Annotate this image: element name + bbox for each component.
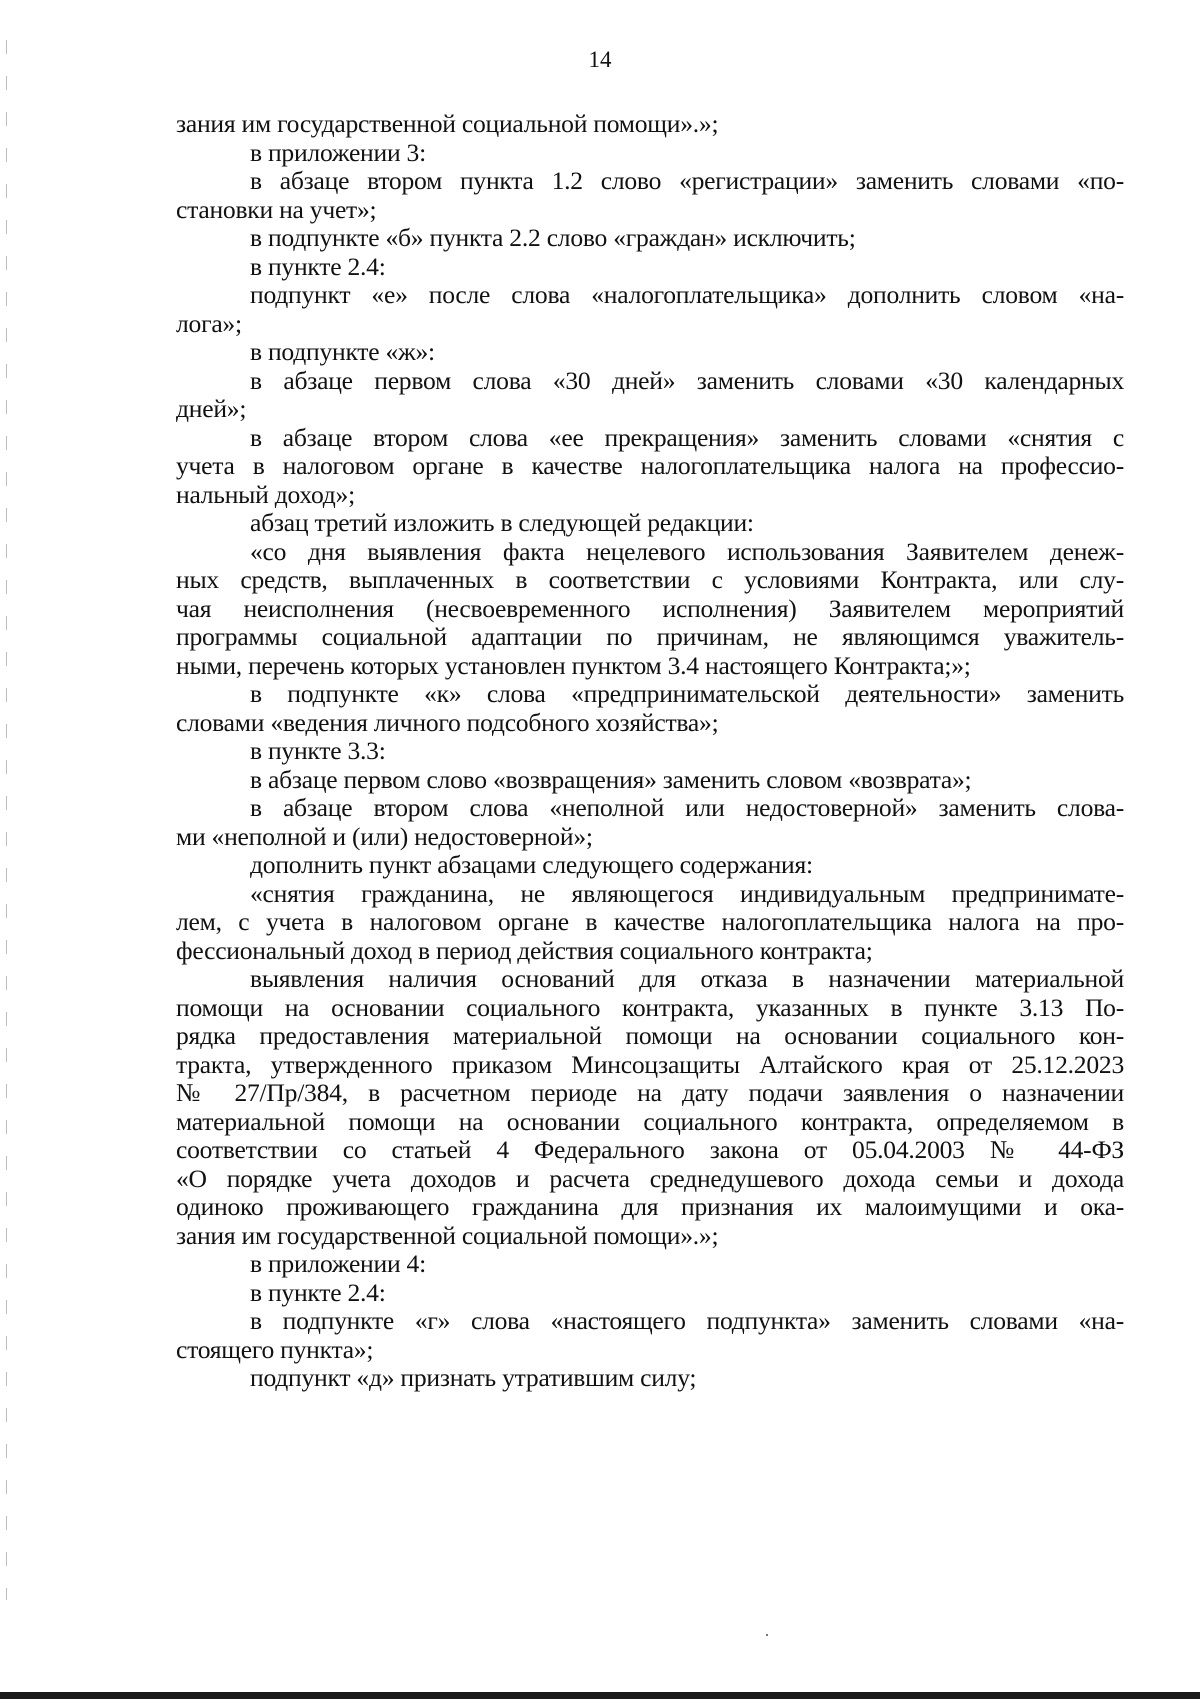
- text-line: помощи на основании социального контракта, указанных в пункте 3.13 По-: [176, 993, 1124, 1022]
- text-line: в абзаце втором слова «неполной или недостоверной» заменить слова-: [250, 794, 1124, 822]
- text-line: подпункт «е» после слова «налогоплательщика» дополнить словом «на-: [250, 281, 1124, 309]
- text-line: дней»;: [176, 394, 247, 423]
- text-line: стоящего пункта»;: [176, 1334, 374, 1364]
- text-line: в пункте 3.3:: [250, 736, 386, 765]
- text-line: нальный доход»;: [176, 479, 355, 509]
- page-number: 14: [588, 47, 612, 72]
- text-line: в пункте 2.4:: [250, 1277, 386, 1307]
- text-line: ми «неполной и (или) недостоверной»;: [176, 821, 593, 851]
- text-line: одиноко проживающего гражданина для признания их малоимущими и ока-: [176, 1193, 1124, 1221]
- text-line: программы социальной адаптации по причинам, не являющимся уважитель-: [176, 623, 1124, 651]
- text-line: в подпункте «г» слова «настоящего подпункта» заменить словами «на-: [250, 1307, 1124, 1335]
- text-line: чая неисполнения (несвоевременного исполнения) Заявителем мероприятий: [176, 594, 1124, 623]
- text-line: «снятия гражданина, не являющегося индивидуальным предпринимате-: [250, 879, 1124, 908]
- text-line: становки на учет»;: [176, 194, 377, 224]
- text-line: в приложении 4:: [250, 1249, 426, 1278]
- text-line: дополнить пункт абзацами следующего содержания:: [250, 850, 813, 879]
- text-line: в подпункте «ж»:: [250, 337, 435, 366]
- text-line: тракта, утвержденного приказом Минсоцзащиты Алтайского края от 25.12.2023: [176, 1050, 1124, 1079]
- text-line: учета в налоговом органе в качестве налогоплательщика налога на профессио-: [176, 452, 1124, 480]
- text-line: «О порядке учета доходов и расчета среднедушевого дохода семьи и дохода: [176, 1164, 1124, 1193]
- scan-dot-artifact: [766, 1634, 768, 1636]
- text-line: зания им государственной социальной помощи».»;: [176, 109, 719, 138]
- page-bottom-border: [0, 1692, 1200, 1699]
- text-line: зания им государственной социальной помощи».»;: [176, 1220, 719, 1250]
- text-line: словами «ведения личного подсобного хозяйства»;: [176, 707, 719, 737]
- text-line: ных средств, выплаченных в соответствии с условиями Контракта, или слу-: [176, 566, 1124, 594]
- text-line: № 27/Пр/384, в расчетном периоде на дату подачи заявления о назначении: [176, 1079, 1124, 1107]
- text-line: соответствии со статьей 4 Федерального закона от 05.04.2003 № 44-ФЗ: [176, 1136, 1124, 1164]
- text-line: в абзаце втором слова «ее прекращения» заменить словами «снятия с: [250, 423, 1124, 452]
- text-line: лога»;: [176, 308, 242, 338]
- text-line: абзац третий изложить в следующей редакции:: [250, 508, 754, 537]
- text-line: лем, с учета в налоговом органе в качестве налогоплательщика налога на про-: [176, 908, 1124, 936]
- document-body: [176, 110, 1124, 1393]
- text-line: в приложении 3:: [250, 137, 426, 167]
- scan-edge-artifact: [6, 40, 7, 1600]
- text-line: выявления наличия оснований для отказа в назначении материальной: [250, 965, 1124, 993]
- text-line: в абзаце первом слово «возвращения» заменить словом «возврата»;: [250, 764, 972, 794]
- text-line: в абзаце втором пункта 1.2 слово «регистрации» заменить словами «по-: [250, 167, 1124, 195]
- text-line: в подпункте «к» слова «предпринимательской деятельности» заменить: [250, 680, 1124, 708]
- text-line: «со дня выявления факта нецелевого использования Заявителем денеж-: [250, 537, 1124, 566]
- text-line: рядка предоставления материальной помощи на основании социального кон-: [176, 1022, 1124, 1050]
- text-line: подпункт «д» признать утратившим силу;: [250, 1363, 697, 1392]
- text-line: в пункте 2.4:: [250, 251, 386, 281]
- text-line: в абзаце первом слова «30 дней» заменить словами «30 календарных: [250, 366, 1124, 395]
- text-line: материальной помощи на основании социального контракта, определяемом в: [176, 1107, 1124, 1136]
- text-line: в подпункте «б» пункта 2.2 слово «граждан» исключить;: [250, 223, 856, 252]
- text-line: ными, перечень которых установлен пунктом 3.4 настоящего Контракта;»;: [176, 650, 971, 680]
- text-line: фессиональный доход в период действия социального контракта;: [176, 935, 873, 965]
